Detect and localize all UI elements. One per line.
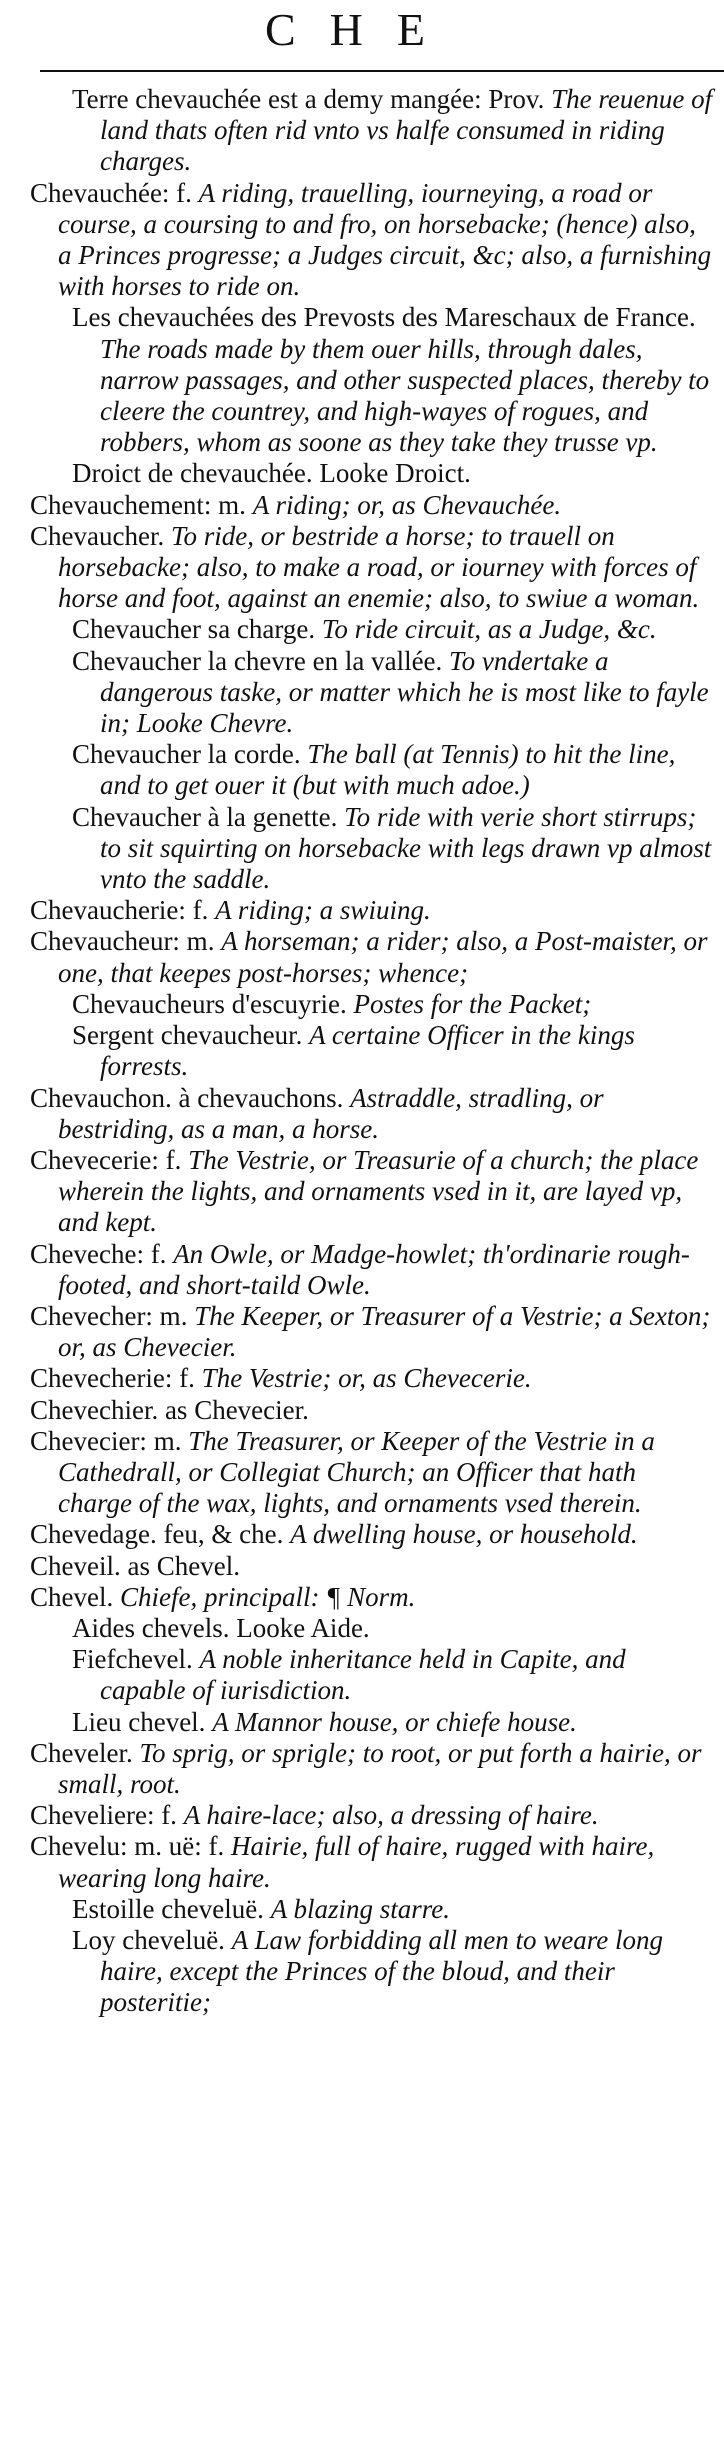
running-head: CHE [265,4,459,55]
entry-headword: Sergent chevaucheur. [72,1020,303,1051]
entry-headword: Cheveil. as Chevel. [30,1550,240,1581]
dictionary-entry [30,490,714,521]
entry-headword: Chevaucher la chevre en la vallée. [72,645,443,676]
entry-headword: Chevel. [30,1581,114,1612]
dictionary-subentry [30,458,714,489]
dictionary-entry [30,1800,714,1831]
entry-definition: The Vestrie; or, as Chevecerie. [201,1363,532,1394]
entry-definition: An Owle, or Madge-howlet; th'ordinarie rough-footed, and short-taild Owle. [58,1238,690,1300]
entry-headword: Chevaucher. [30,520,165,551]
entry-headword: Cheveche: f. [30,1238,167,1269]
entry-definition: The roads made by them ouer hills, through dales, narrow passages, and other suspected places, thereby to cleere the countrey, and high-wayes of rogues, and robbers, whom as soone as they take they trusse vp. [100,333,710,458]
entry-definition: A Law forbidding all men to weare long haire, except the Princes of the bloud, and their posteritie; [100,1924,663,2018]
entry-headword: Chevaucher la corde. [72,739,301,770]
entry-definition: A horseman; a rider; also, a Post-maister, or one, that keepes post-horses; whence; [58,926,708,988]
entry-headword: Chevecerie: f. [30,1144,182,1175]
dictionary-entry [30,895,714,926]
entry-definition: A Mannor house, or chiefe house. [212,1706,577,1737]
entry-headword: Les chevauchées des Prevosts des Mareschaux de France. [72,302,696,333]
entry-definition: Postes for the Packet; [353,988,592,1019]
entry-headword: Aides chevels. Looke Aide. [72,1612,370,1643]
entry-definition: To sprig, or sprigle; to root, or put forth a hairie, or small, root. [58,1737,702,1799]
entry-headword: Chevelu: m. uë: f. [30,1831,225,1862]
entry-headword: Chevaucheur: m. [30,926,215,957]
dictionary-subentry [30,1894,714,1925]
dictionary-entry [30,1083,714,1145]
dictionary-subentry [30,1613,714,1644]
dictionary-subentry [30,646,714,740]
dictionary-entry [30,1738,714,1800]
entry-definition: A riding; or, as Chevauchée. [252,489,562,520]
entry-headword: Chevaucher à la genette. [72,801,338,832]
dictionary-entry [30,1582,714,1613]
dictionary-entry [30,1395,714,1426]
entry-headword: Chevedage. feu, & che. [30,1519,284,1550]
dictionary-subentry [30,989,714,1020]
dictionary-subentry [30,614,714,645]
header-rule [40,70,724,72]
dictionary-entry [30,178,714,303]
entry-headword: Chevecier: m. [30,1425,182,1456]
entry-headword: Lieu chevel. [72,1706,206,1737]
entry-definition: The Treasurer, or Keeper of the Vestrie in a Cathedrall, or Collegiat Church; an Officer that hath charge of the wax, lights, and ornaments vsed therein. [58,1425,655,1519]
entry-definition: To ride circuit, as a Judge, &c. [321,614,657,645]
entry-definition: To ride, or bestride a horse; to trauell on horsebacke; also, to make a road, or iourney with forces of horse and foot, against an enemie; also, to swiue a woman. [58,520,700,614]
entry-headword: Chevauchon. à chevauchons. [30,1082,344,1113]
entry-definition: The ball (at Tennis) to hit the line, and to get ouer it (but with much adoe.) [100,739,676,801]
dictionary-subentry [30,802,714,896]
dictionary-entry [30,521,714,615]
entry-definition: To ride with verie short stirrups; to sit squirting on horsebacke with legs drawn vp almost vnto the saddle. [100,801,712,895]
dictionary-entry [30,1831,714,1893]
dictionary-entry [30,1145,714,1239]
entry-definition: A haire-lace; also, a dressing of haire. [183,1800,599,1831]
entry-definition: Chiefe, principall: ¶ Norm. [119,1581,416,1612]
dictionary-entry [30,1301,714,1363]
entry-headword: Chevaucheurs d'escuyrie. [72,988,347,1019]
dictionary-entry [30,1426,714,1520]
dictionary-subentry [30,739,714,801]
entry-headword: Chevaucherie: f. [30,895,209,926]
entry-definition: A noble inheritance held in Capite, and capable of iurisdiction. [100,1644,626,1706]
entry-definition: The reuenue of land thats often rid vnto vs halfe consumed in riding charges. [100,84,713,177]
dictionary-entry [30,1551,714,1582]
entry-headword: Chevecher: m. [30,1300,188,1331]
entry-headword: Terre chevauchée est a demy mangée: Prov. [72,84,545,114]
dictionary-subentry [30,1020,714,1082]
entry-headword: Cheveliere: f. [30,1800,177,1831]
entry-definition: A riding; a swiuing. [215,895,431,926]
entry-definition: A certaine Officer in the kings forrests. [100,1020,635,1082]
entry-headword: Fiefchevel. [72,1644,193,1675]
entry-headword: Droict de chevauchée. Looke Droict. [72,458,471,489]
dictionary-subentry [30,302,714,458]
dictionary-subentry [30,1707,714,1738]
entry-definition: Hairie, full of haire, rugged with haire, wearing long haire. [58,1831,655,1893]
dictionary-entry [30,1363,714,1394]
dictionary-subentry [30,84,714,178]
entry-headword: Loy cheveluë. [72,1924,225,1955]
entry-definition: The Vestrie, or Treasurie of a church; the place wherein the lights, and ornaments vsed in it, are layed vp, and kept. [58,1144,699,1238]
entry-definition: A blazing starre. [270,1893,450,1924]
entry-headword: Cheveler. [30,1737,133,1768]
entry-headword: Chevecherie: f. [30,1363,195,1394]
entry-headword: Estoille cheveluë. [72,1893,264,1924]
entry-definition: To vndertake a dangerous taske, or matter which he is most like to fayle in; Looke Chevre. [100,645,709,739]
entry-headword: Chevauchée: f. [30,177,192,208]
dictionary-entry [30,1239,714,1301]
dictionary-entry [30,926,714,988]
dictionary-entry [30,1519,714,1550]
entry-definition: A riding, trauelling, iourneying, a road or course, a coursing to and fro, on horsebacke; (hence) also, a Princes progresse; a Judges circuit, &c; also, a furnishing with horses to ride on. [58,177,712,302]
dictionary-subentry [30,1644,714,1706]
entry-definition: The Keeper, or Treasurer of a Vestrie; a Sexton; or, as Chevecier. [58,1300,711,1363]
entry-headword: Chevechier. as Chevecier. [30,1394,309,1425]
entry-headword: Chevaucher sa charge. [72,614,316,645]
entry-headword: Chevauchement: m. [30,489,246,520]
entry-list [30,84,714,2019]
entry-definition: Astraddle, stradling, or bestriding, as a man, a horse. [58,1082,604,1144]
entry-definition: A dwelling house, or household. [290,1519,638,1550]
dictionary-subentry [30,1925,714,2019]
